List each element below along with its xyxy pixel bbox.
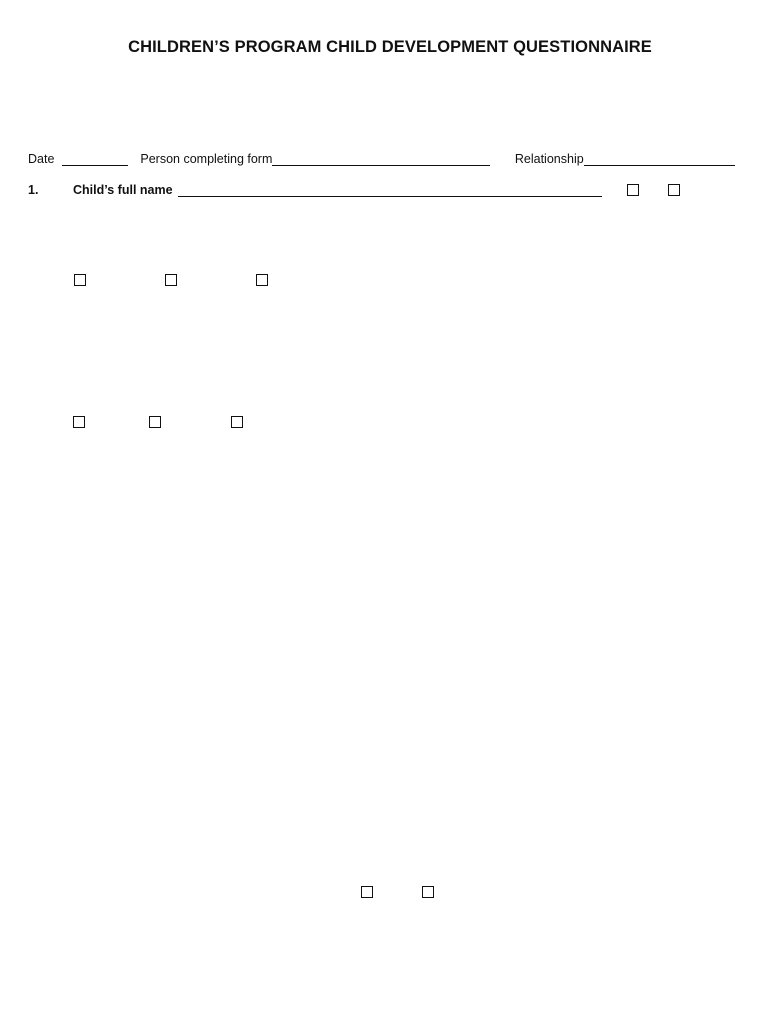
relationship-label: Relationship — [514, 152, 584, 166]
date-field[interactable] — [62, 152, 128, 166]
question-1-checkbox-1[interactable] — [627, 184, 639, 196]
group-a-checkbox-3[interactable] — [256, 274, 268, 286]
group-c-checkbox-1[interactable] — [361, 886, 373, 898]
group-a-checkbox-2[interactable] — [165, 274, 177, 286]
group-b-checkbox-1[interactable] — [73, 416, 85, 428]
child-full-name-field[interactable] — [178, 183, 602, 197]
group-b-checkbox-2[interactable] — [149, 416, 161, 428]
date-label: Date — [28, 152, 55, 166]
group-c-checkbox-2[interactable] — [422, 886, 434, 898]
question-1-checkbox-2[interactable] — [668, 184, 680, 196]
question-1-number: 1. — [28, 183, 39, 197]
form-title: CHILDREN’S PROGRAM CHILD DEVELOPMENT QUESTIONNAIRE — [128, 38, 652, 56]
relationship-field[interactable] — [584, 152, 735, 166]
question-1 — [28, 183, 602, 197]
info-line — [28, 152, 735, 166]
person-completing-field[interactable] — [272, 152, 490, 166]
group-a-checkbox-1[interactable] — [74, 274, 86, 286]
child-full-name-label: Child’s full name — [73, 183, 173, 197]
group-b-checkbox-3[interactable] — [231, 416, 243, 428]
person-completing-label: Person completing form — [140, 152, 273, 166]
